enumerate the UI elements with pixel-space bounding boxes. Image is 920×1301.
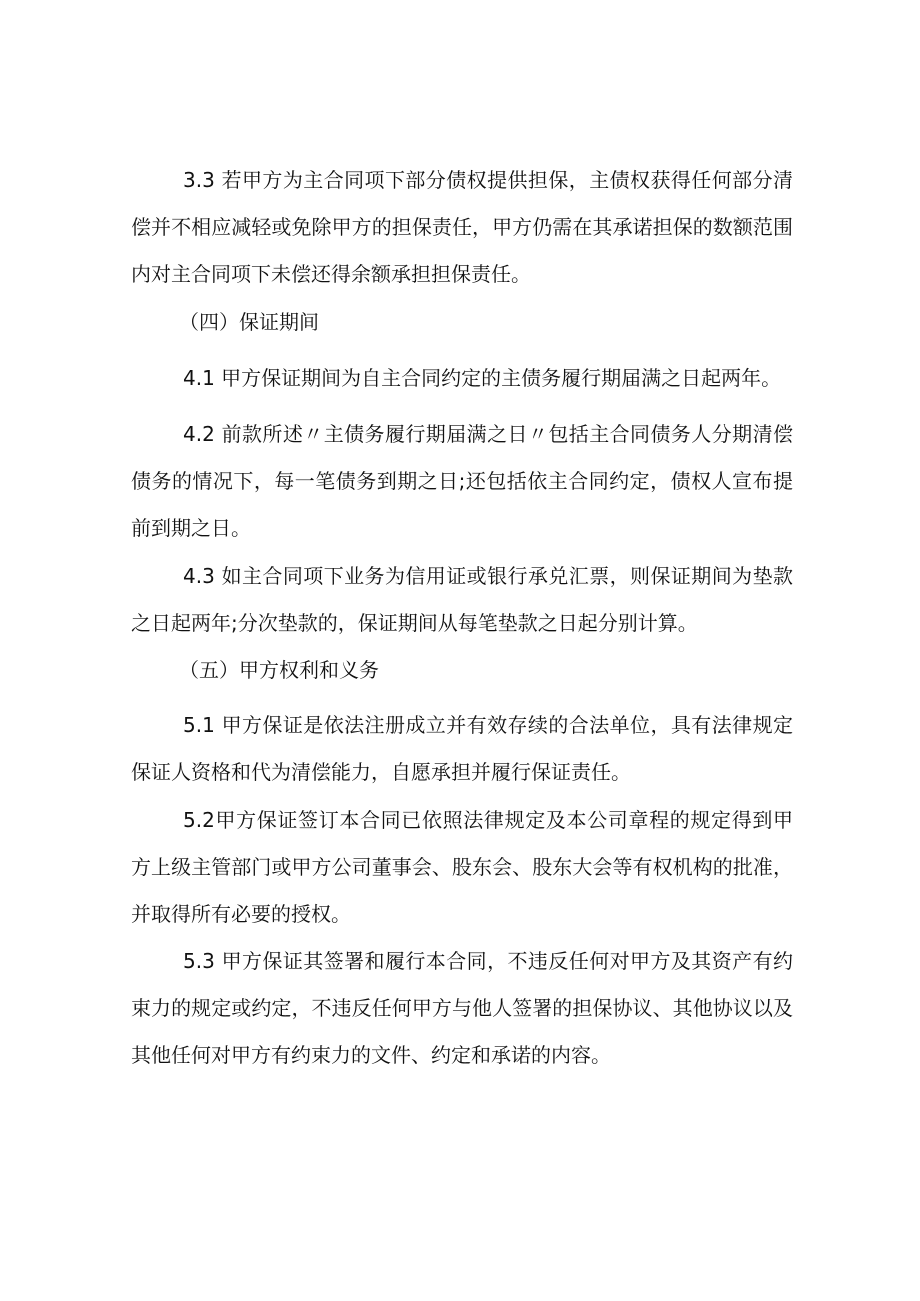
- clause-4-3: 4.3 如主合同项下业务为信用证或银行承兑汇票，则保证期间为垫款之日起两年;分次垫款的，保证期间从每笔垫款之日起分别计算。: [131, 564, 793, 635]
- section-heading-5: （五）甲方权利和义务: [179, 658, 379, 682]
- clause-3-3: 3.3 若甲方为主合同项下部分债权提供担保，主债权获得任何部分清偿并不相应减轻或免除甲方的担保责任，甲方仍需在其承诺担保的数额范围内对主合同项下未偿还得余额承担担保责任。: [131, 168, 793, 286]
- clause-4-1: 4.1 甲方保证期间为自主合同约定的主债务履行期届满之日起两年。: [183, 366, 782, 390]
- clause-4-2: 4.2 前款所述〃主债务履行期届满之日〃包括主合同债务人分期清偿债务的情况下，每一笔债务到期之日;还包括依主合同约定，债权人宣布提前到期之日。: [131, 422, 793, 540]
- clause-5-1: 5.1 甲方保证是依法注册成立并有效存续的合法单位，具有法律规定保证人资格和代为清偿能力，自愿承担并履行保证责任。: [131, 713, 793, 784]
- clause-5-2: 5.2甲方保证签订本合同已依照法律规定及本公司章程的规定得到甲方上级主管部门或甲方公司董事会、股东会、股东大会等有权机构的批准，并取得所有必要的授权。: [131, 808, 793, 926]
- section-heading-4: （四）保证期间: [179, 310, 319, 334]
- clause-5-3: 5.3 甲方保证其签署和履行本合同，不违反任何对甲方及其资产有约束力的规定或约定，不违反任何甲方与他人签署的担保协议、其他协议以及其他任何对甲方有约束力的文件、约定和承诺的内容。: [131, 949, 793, 1067]
